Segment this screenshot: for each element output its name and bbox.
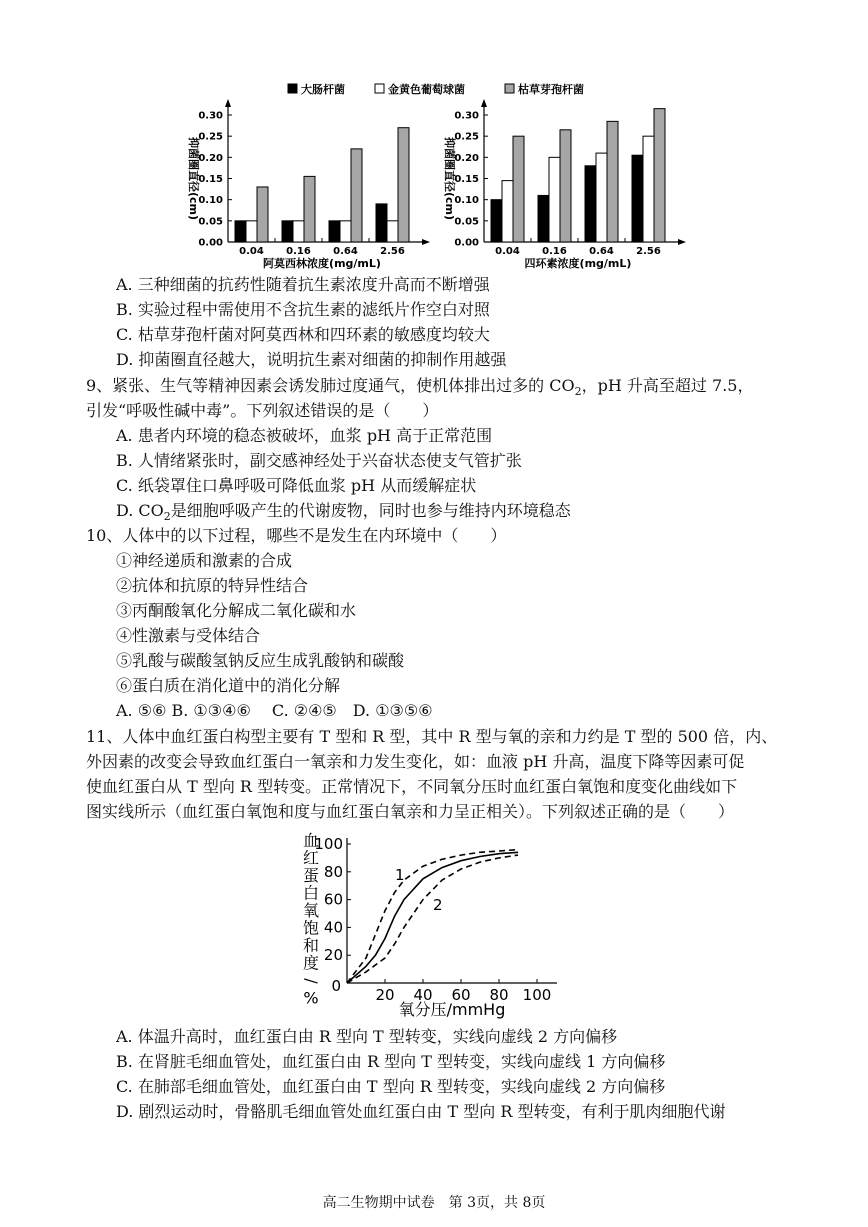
q10-stem: 10、人体中的以下过程，哪些不是发生在内环境中（ ） — [86, 526, 507, 545]
q11-stem-line3: 使血红蛋白从 T 型向 R 型转变。正常情况下，不同氧分压时血红蛋白氧饱和度变化曲线如下 — [86, 777, 738, 796]
oxygen-saturation-plot — [302, 831, 557, 1019]
bar — [538, 195, 549, 242]
q9-option-d: D. $CO_2$是细胞呼吸产生的代谢废物，同时也参与维持内环境稳态 — [116, 501, 571, 524]
x-tick-label: 0.16 — [542, 246, 567, 257]
y-tick-label: 80 — [323, 862, 343, 881]
x-tick-label: 0.04 — [239, 246, 264, 257]
y-tick-label: 0.05 — [198, 216, 223, 228]
bar — [491, 200, 502, 242]
q10-item-6: ⑥蛋白质在消化道中的消化分解 — [116, 676, 341, 695]
dashed-curve — [347, 855, 518, 983]
y-tick-label: 0.25 — [198, 131, 223, 143]
y-axis-title: 抑菌圈直径(cm) — [187, 136, 200, 221]
q11-option-b: B. 在肾脏毛细血管处，血红蛋白由 R 型向 T 型转变，实线向虚线 1 方向偏移 — [116, 1052, 666, 1071]
antibiotic-bar-charts — [0, 0, 868, 275]
q11-option-d: D. 剧烈运动时，骨骼肌毛细血管处血红蛋白由 T 型向 R 型转变，有利于肌肉细胞代谢 — [116, 1102, 726, 1121]
q11-stem-line4: 图实线所示（血红蛋白氧饱和度与血红蛋白氧亲和力呈正相关）。下列叙述正确的是（ ） — [86, 802, 735, 821]
y-axis-title-char: 白 — [302, 883, 320, 903]
legend-swatch — [505, 84, 514, 93]
x-axis-arrow — [678, 239, 686, 245]
x-tick-label: 0.64 — [333, 246, 358, 257]
x-tick-label: 2.56 — [380, 246, 405, 257]
y-axis-title-char: 和 — [302, 936, 320, 955]
bar — [596, 153, 607, 242]
q11-stem-line1: 11、人体中血红蛋白构型主要有 T 型和 R 型，其中 R 型与氧的亲和力约是 T 型的 500 倍，内、 — [86, 727, 778, 746]
y-tick-label: 20 — [323, 946, 343, 965]
bar — [502, 181, 513, 242]
y-tick-label: 0.25 — [454, 131, 479, 143]
bar — [585, 166, 596, 242]
y-tick-label: 0.10 — [198, 195, 223, 207]
q11-option-c: C. 在肺部毛细血管处，血红蛋白由 T 型向 R 型转变，实线向虚线 2 方向偏移 — [116, 1077, 666, 1096]
q9-option-c: C. 纸袋罩住口鼻呼吸可降低血浆 pH 从而缓解症状 — [116, 476, 477, 495]
x-axis-title: 四环素浓度(mg/mL) — [524, 257, 632, 270]
x-tick-label: 60 — [451, 986, 471, 1004]
x-tick-label: 2.56 — [636, 246, 661, 257]
y-tick-label: 0.30 — [454, 110, 479, 122]
tetracycline-bar-chart — [443, 99, 686, 270]
y-tick-label: 0.30 — [198, 110, 223, 122]
bar — [235, 221, 246, 242]
x-tick-label: 80 — [489, 986, 509, 1004]
bar — [304, 176, 315, 242]
legend-swatch — [375, 84, 384, 93]
y-axis-title-char: % — [303, 988, 319, 1008]
y-axis-title-char: 血 — [302, 831, 320, 850]
y-axis-title: 抑菌圈直径(cm) — [443, 136, 456, 221]
amoxicillin-bar-chart — [187, 99, 430, 270]
bar — [654, 109, 665, 242]
y-tick-label: 40 — [323, 918, 343, 937]
y-tick-label: 0.00 — [198, 237, 223, 249]
y-tick-label: 0.15 — [454, 174, 479, 185]
page-footer: 高二生物期中试卷 第 3页，共 8页 — [322, 1195, 546, 1211]
bar — [376, 204, 387, 242]
bar — [340, 221, 351, 242]
q8-option-b: B. 实验过程中需使用不含抗生素的滤纸片作空白对照 — [116, 300, 490, 319]
bar — [632, 155, 643, 242]
q10-item-2: ②抗体和抗原的特异性结合 — [116, 576, 309, 595]
oxygen-saturation-chart — [0, 828, 868, 1028]
y-tick-label: 0.20 — [454, 152, 479, 164]
y-axis-title-char: 蛋 — [302, 866, 320, 885]
q8-option-a: A. 三种细菌的抗药性随着抗生素浓度升高而不断增强 — [116, 275, 490, 294]
bar — [257, 187, 268, 242]
bar — [282, 221, 293, 242]
bar — [560, 130, 571, 242]
x-axis-title: 氧分压/mmHg — [398, 1000, 506, 1019]
legend-label: 金黄色葡萄球菌 — [388, 83, 465, 96]
bar — [387, 221, 398, 242]
y-axis-title-char: 红 — [302, 848, 320, 868]
q9-stem-line1: 9、紧张、生气等精神因素会诱发肺过度通气，使机体排出过多的 $CO_2$，pH 升高至超过 7.5， — [86, 376, 754, 399]
legend-swatch — [288, 84, 297, 93]
q10-item-3: ③丙酮酸氧化分解成二氧化碳和水 — [116, 601, 357, 620]
y-tick-label: 60 — [323, 890, 343, 909]
legend-label: 大肠杆菌 — [301, 83, 345, 96]
q8-option-d: D. 抑菌圈直径越大，说明抗生素对细菌的抑制作用越强 — [116, 350, 507, 369]
bar — [351, 149, 362, 242]
q10-item-1: ①神经递质和激素的合成 — [116, 551, 293, 570]
bar — [293, 221, 304, 242]
y-tick-label: 0.15 — [198, 174, 223, 185]
chart-legend — [288, 82, 584, 96]
y-tick-label: 0.00 — [454, 237, 479, 249]
y-axis-title-char: 饱 — [302, 918, 320, 938]
curve-label-1: 1 — [395, 866, 405, 884]
bar — [398, 128, 409, 242]
bar — [329, 221, 340, 242]
origin-label: 0 — [331, 977, 341, 995]
y-axis-title-char: / — [302, 978, 321, 984]
y-axis-arrow — [481, 99, 487, 107]
q11-stem-line2: 外因素的改变会导致血红蛋白一氧亲和力发生变化，如：血液 pH 升高，温度下降等因素可促 — [86, 752, 745, 771]
x-axis-title: 阿莫西林浓度(mg/mL) — [263, 257, 381, 270]
y-tick-label: 0.20 — [198, 152, 223, 164]
q9-stem-line2: 引发“呼吸性碱中毒”。下列叙述错误的是（ ） — [86, 401, 439, 420]
q10-options: A. ⑤⑥ B. ①③④⑥ C. ②④⑤ D. ①③⑤⑥ — [116, 701, 433, 720]
q9-option-a: A. 患者内环境的稳态被破坏，血浆 pH 高于正常范围 — [116, 426, 493, 445]
dashed-curve — [347, 850, 518, 983]
x-tick-label: 0.64 — [589, 246, 614, 257]
solid-curve — [347, 852, 518, 983]
y-axis-title-char: 氧 — [302, 901, 320, 920]
q8-option-c: C. 枯草芽孢杆菌对阿莫西林和四环素的敏感度均较大 — [116, 325, 490, 344]
q10-item-5: ⑤乳酸与碳酸氢钠反应生成乳酸钠和碳酸 — [116, 651, 405, 670]
bar — [549, 157, 560, 242]
legend-label: 枯草芽孢杆菌 — [518, 83, 584, 96]
bar — [607, 121, 618, 242]
y-axis-title-char: 度 — [302, 953, 320, 973]
bar — [513, 136, 524, 242]
x-tick-label: 100 — [522, 986, 552, 1004]
bar — [246, 221, 257, 242]
x-tick-label: 0.16 — [286, 246, 311, 257]
y-axis-arrow — [225, 99, 231, 107]
q11-option-a: A. 体温升高时，血红蛋白由 R 型向 T 型转变，实线向虚线 2 方向偏移 — [116, 1027, 618, 1046]
x-tick-label: 20 — [375, 986, 395, 1004]
x-axis-arrow — [422, 239, 430, 245]
x-tick-label: 0.04 — [495, 246, 520, 257]
q10-item-4: ④性激素与受体结合 — [116, 626, 261, 645]
q9-option-b: B. 人情绪紧张时，副交感神经处于兴奋状态使支气管扩张 — [116, 451, 522, 470]
curve-label-2: 2 — [433, 896, 443, 914]
y-tick-label: 0.10 — [454, 195, 479, 207]
y-tick-label: 0.05 — [454, 216, 479, 228]
y-tick-label: 100 — [314, 835, 343, 853]
bar — [643, 136, 654, 242]
x-tick-label: 40 — [413, 986, 433, 1004]
